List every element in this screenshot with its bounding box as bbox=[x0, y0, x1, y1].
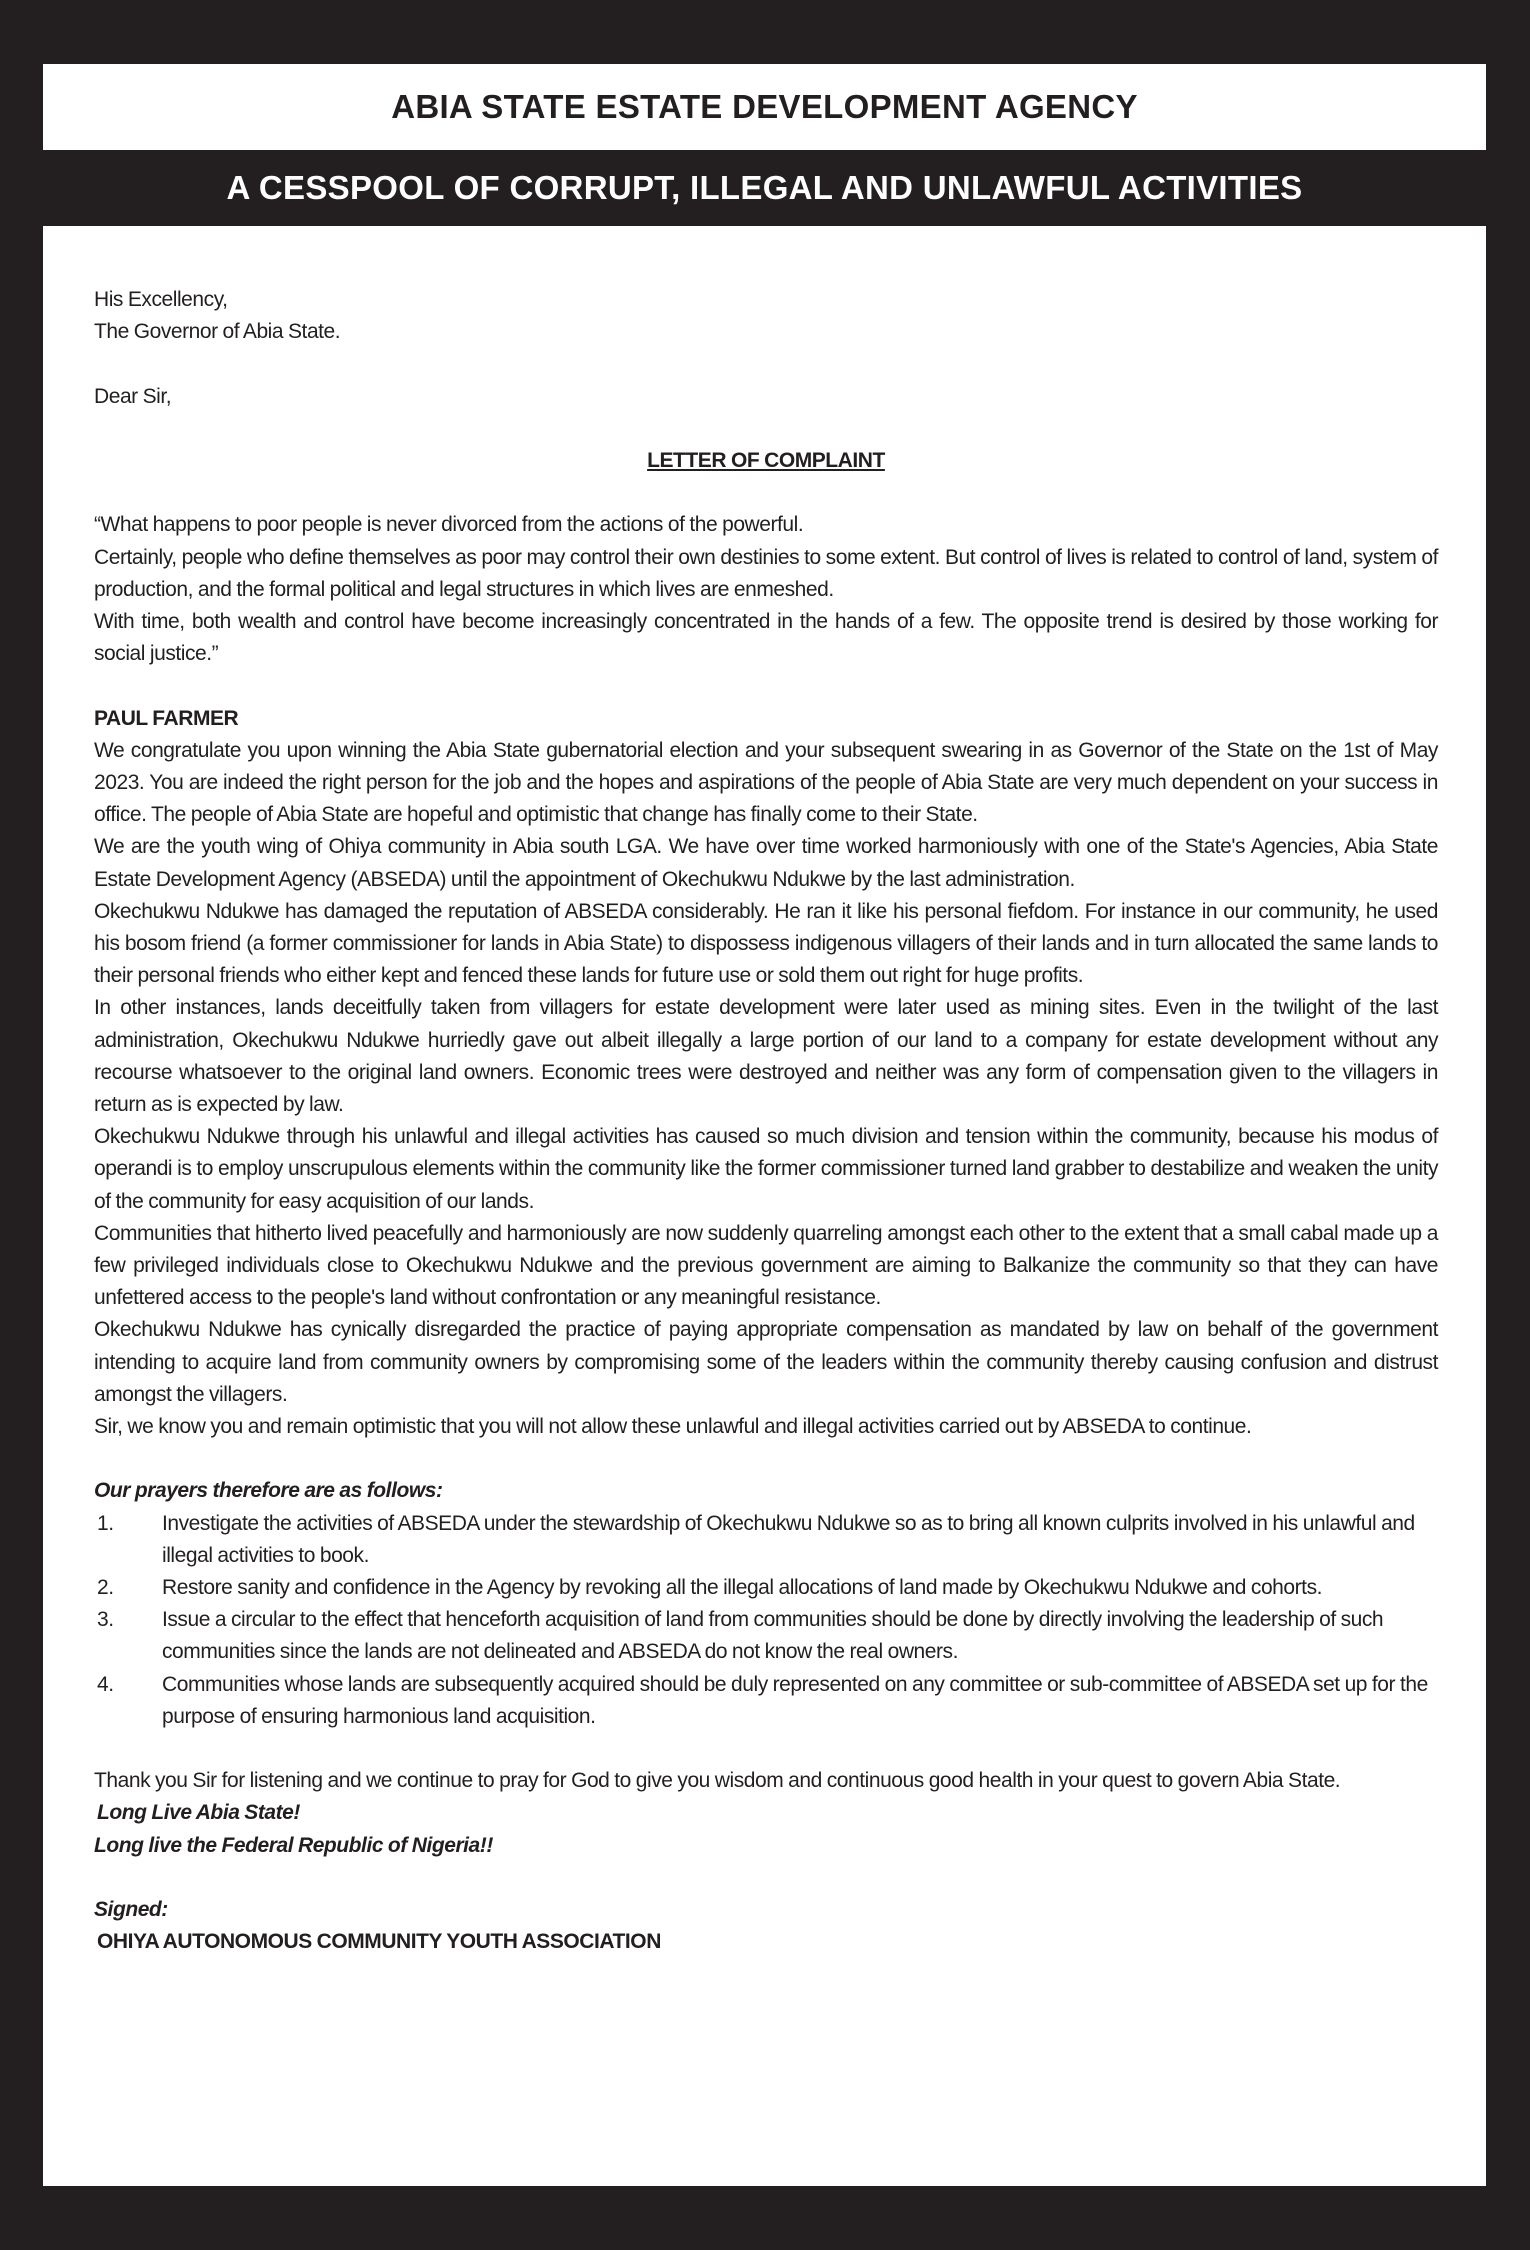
letter-body bbox=[94, 284, 1438, 1958]
body-paragraph: Okechukwu Ndukwe through his unlawful and illegal activities has caused so much division and tension within the community, because his modus of operandi is to employ unscrupulous elements within the community like the former commissioner turned land grabber to destabilize and weaken the unity of the community for easy acquisition of our lands. bbox=[94, 1125, 1438, 1213]
prayer-item bbox=[94, 1508, 1438, 1572]
body-paragraph: We congratulate you upon winning the Abia State gubernatorial election and your subsequent swearing in as Governor of the State on the 1st of May 2023. You are indeed the right person for the job and the hopes and aspirations of the people of Abia State are very much dependent on your success in office. The people of Abia State are hopeful and optimistic that change has finally come to their State. bbox=[94, 738, 1438, 827]
quote-author: PAUL FARMER bbox=[94, 706, 239, 730]
addressee-line: His Excellency, bbox=[94, 288, 228, 311]
prayer-item bbox=[94, 1604, 1438, 1668]
body-paragraph: We are the youth wing of Ohiya community in Abia south LGA. We have over time worked harmoniously with one of the State's Agencies, Abia State Estate Development Agency (ABSEDA) until the appointment of Okechukwu Ndukwe by the last administration. bbox=[94, 835, 1438, 891]
letter-title: LETTER OF COMPLAINT bbox=[647, 448, 885, 472]
spacer bbox=[94, 1733, 1438, 1765]
salutation: Dear Sir, bbox=[94, 384, 172, 408]
spacer bbox=[94, 413, 1438, 445]
spacer bbox=[94, 1862, 1438, 1894]
prayer-item bbox=[94, 1669, 1438, 1733]
prayer-text: Communities whose lands are subsequently acquired should be duly represented on any committee or sub-committee of ABSEDA set up for the purpose of ensuring harmonious land acquisition. bbox=[162, 1672, 1428, 1728]
prayer-number: 2. bbox=[97, 1576, 114, 1600]
spacer bbox=[94, 348, 1438, 380]
prayer-number: 4. bbox=[97, 1672, 114, 1696]
body-paragraph: Okechukwu Ndukwe has cynically disregarded the practice of paying appropriate compensation as mandated by law on behalf of the government intending to acquire land from community owners by compromising some of the leaders within the community thereby causing confusion and distrust amongst the villagers. bbox=[94, 1318, 1438, 1406]
closing-paragraph: Thank you Sir for listening and we continue to pray for God to give you wisdom and continuous good health in your quest to govern Abia State. bbox=[94, 1769, 1341, 1793]
spacer bbox=[94, 670, 1438, 702]
prayers-heading: Our prayers therefore are as follows: bbox=[94, 1479, 443, 1503]
long-live-line: Long live the Federal Republic of Nigeria!! bbox=[94, 1833, 493, 1857]
signed-label: Signed: bbox=[94, 1898, 168, 1922]
body-paragraph: Communities that hitherto lived peacefully and harmoniously are now suddenly quarreling amongst each other to the extent that a small cabal made up a few privileged individuals close to Okechukwu Ndukwe and the previous government are aiming to Balkanize the community so that they can have unfettered access to the people's land without confrontation or any meaningful resistance. bbox=[94, 1221, 1438, 1310]
signatory: OHIYA AUTONOMOUS COMMUNITY YOUTH ASSOCIATION bbox=[97, 1930, 661, 1954]
headline-banner: A CESSPOOL OF CORRUPT, ILLEGAL AND UNLAWFUL ACTIVITIES bbox=[43, 150, 1486, 226]
prayer-text: Issue a circular to the effect that henceforth acquisition of land from communities should be done by directly involving the leadership of such communities since the lands are not delineated and ABSEDA do not know the real owners. bbox=[162, 1608, 1384, 1664]
addressee-line: The Governor of Abia State. bbox=[94, 320, 341, 344]
quote-paragraph: “What happens to poor people is never divorced from the actions of the powerful. bbox=[94, 513, 804, 537]
prayer-number: 1. bbox=[97, 1511, 114, 1535]
agency-title: ABIA STATE ESTATE DEVELOPMENT AGENCY bbox=[391, 88, 1138, 125]
spacer bbox=[94, 1443, 1438, 1475]
quote-paragraph: Certainly, people who define themselves as poor may control their own destinies to some extent. But control of lives is related to control of land, system of production, and the formal political and legal structures in which lives are enmeshed. bbox=[94, 545, 1438, 601]
prayer-text: Restore sanity and confidence in the Agency by revoking all the illegal allocations of land made by Okechukwu Ndukwe and cohorts. bbox=[162, 1576, 1322, 1600]
document-page bbox=[43, 64, 1486, 2186]
prayer-text: Investigate the activities of ABSEDA under the stewardship of Okechukwu Ndukwe so as to bring all known culprits involved in his unlawful and illegal activities to book. bbox=[162, 1511, 1415, 1567]
body-paragraph: Okechukwu Ndukwe has damaged the reputation of ABSEDA considerably. He ran it like his personal fiefdom. For instance in our community, he used his bosom friend (a former commissioner for lands in Abia State) to dispossess indigenous villagers of their lands and in turn allocated the same lands to their personal friends who either kept and fenced these lands for future use or sold them out right for huge profits. bbox=[94, 899, 1438, 988]
prayer-number: 3. bbox=[97, 1608, 114, 1632]
quote-paragraph: With time, both wealth and control have become increasingly concentrated in the hands of a few. The opposite trend is desired by those working for social justice.” bbox=[94, 609, 1438, 666]
body-paragraph: In other instances, lands deceitfully taken from villagers for estate development were later used as mining sites. Even in the twilight of the last administration, Okechukwu Ndukwe hurriedly gave out albeit illegally a large portion of our land to a company for estate development without any recourse whatsoever to the original land owners. Economic trees were destroyed and neither was any form of compensation given to the villagers in return as is expected by law. bbox=[94, 996, 1438, 1117]
spacer bbox=[94, 477, 1438, 509]
prayer-item bbox=[94, 1572, 1438, 1604]
long-live-line: Long Live Abia State! bbox=[97, 1801, 300, 1825]
body-paragraph: Sir, we know you and remain optimistic that you will not allow these unlawful and illegal activities carried out by ABSEDA to continue. bbox=[94, 1415, 1252, 1439]
prayers-list bbox=[94, 1508, 1438, 1733]
